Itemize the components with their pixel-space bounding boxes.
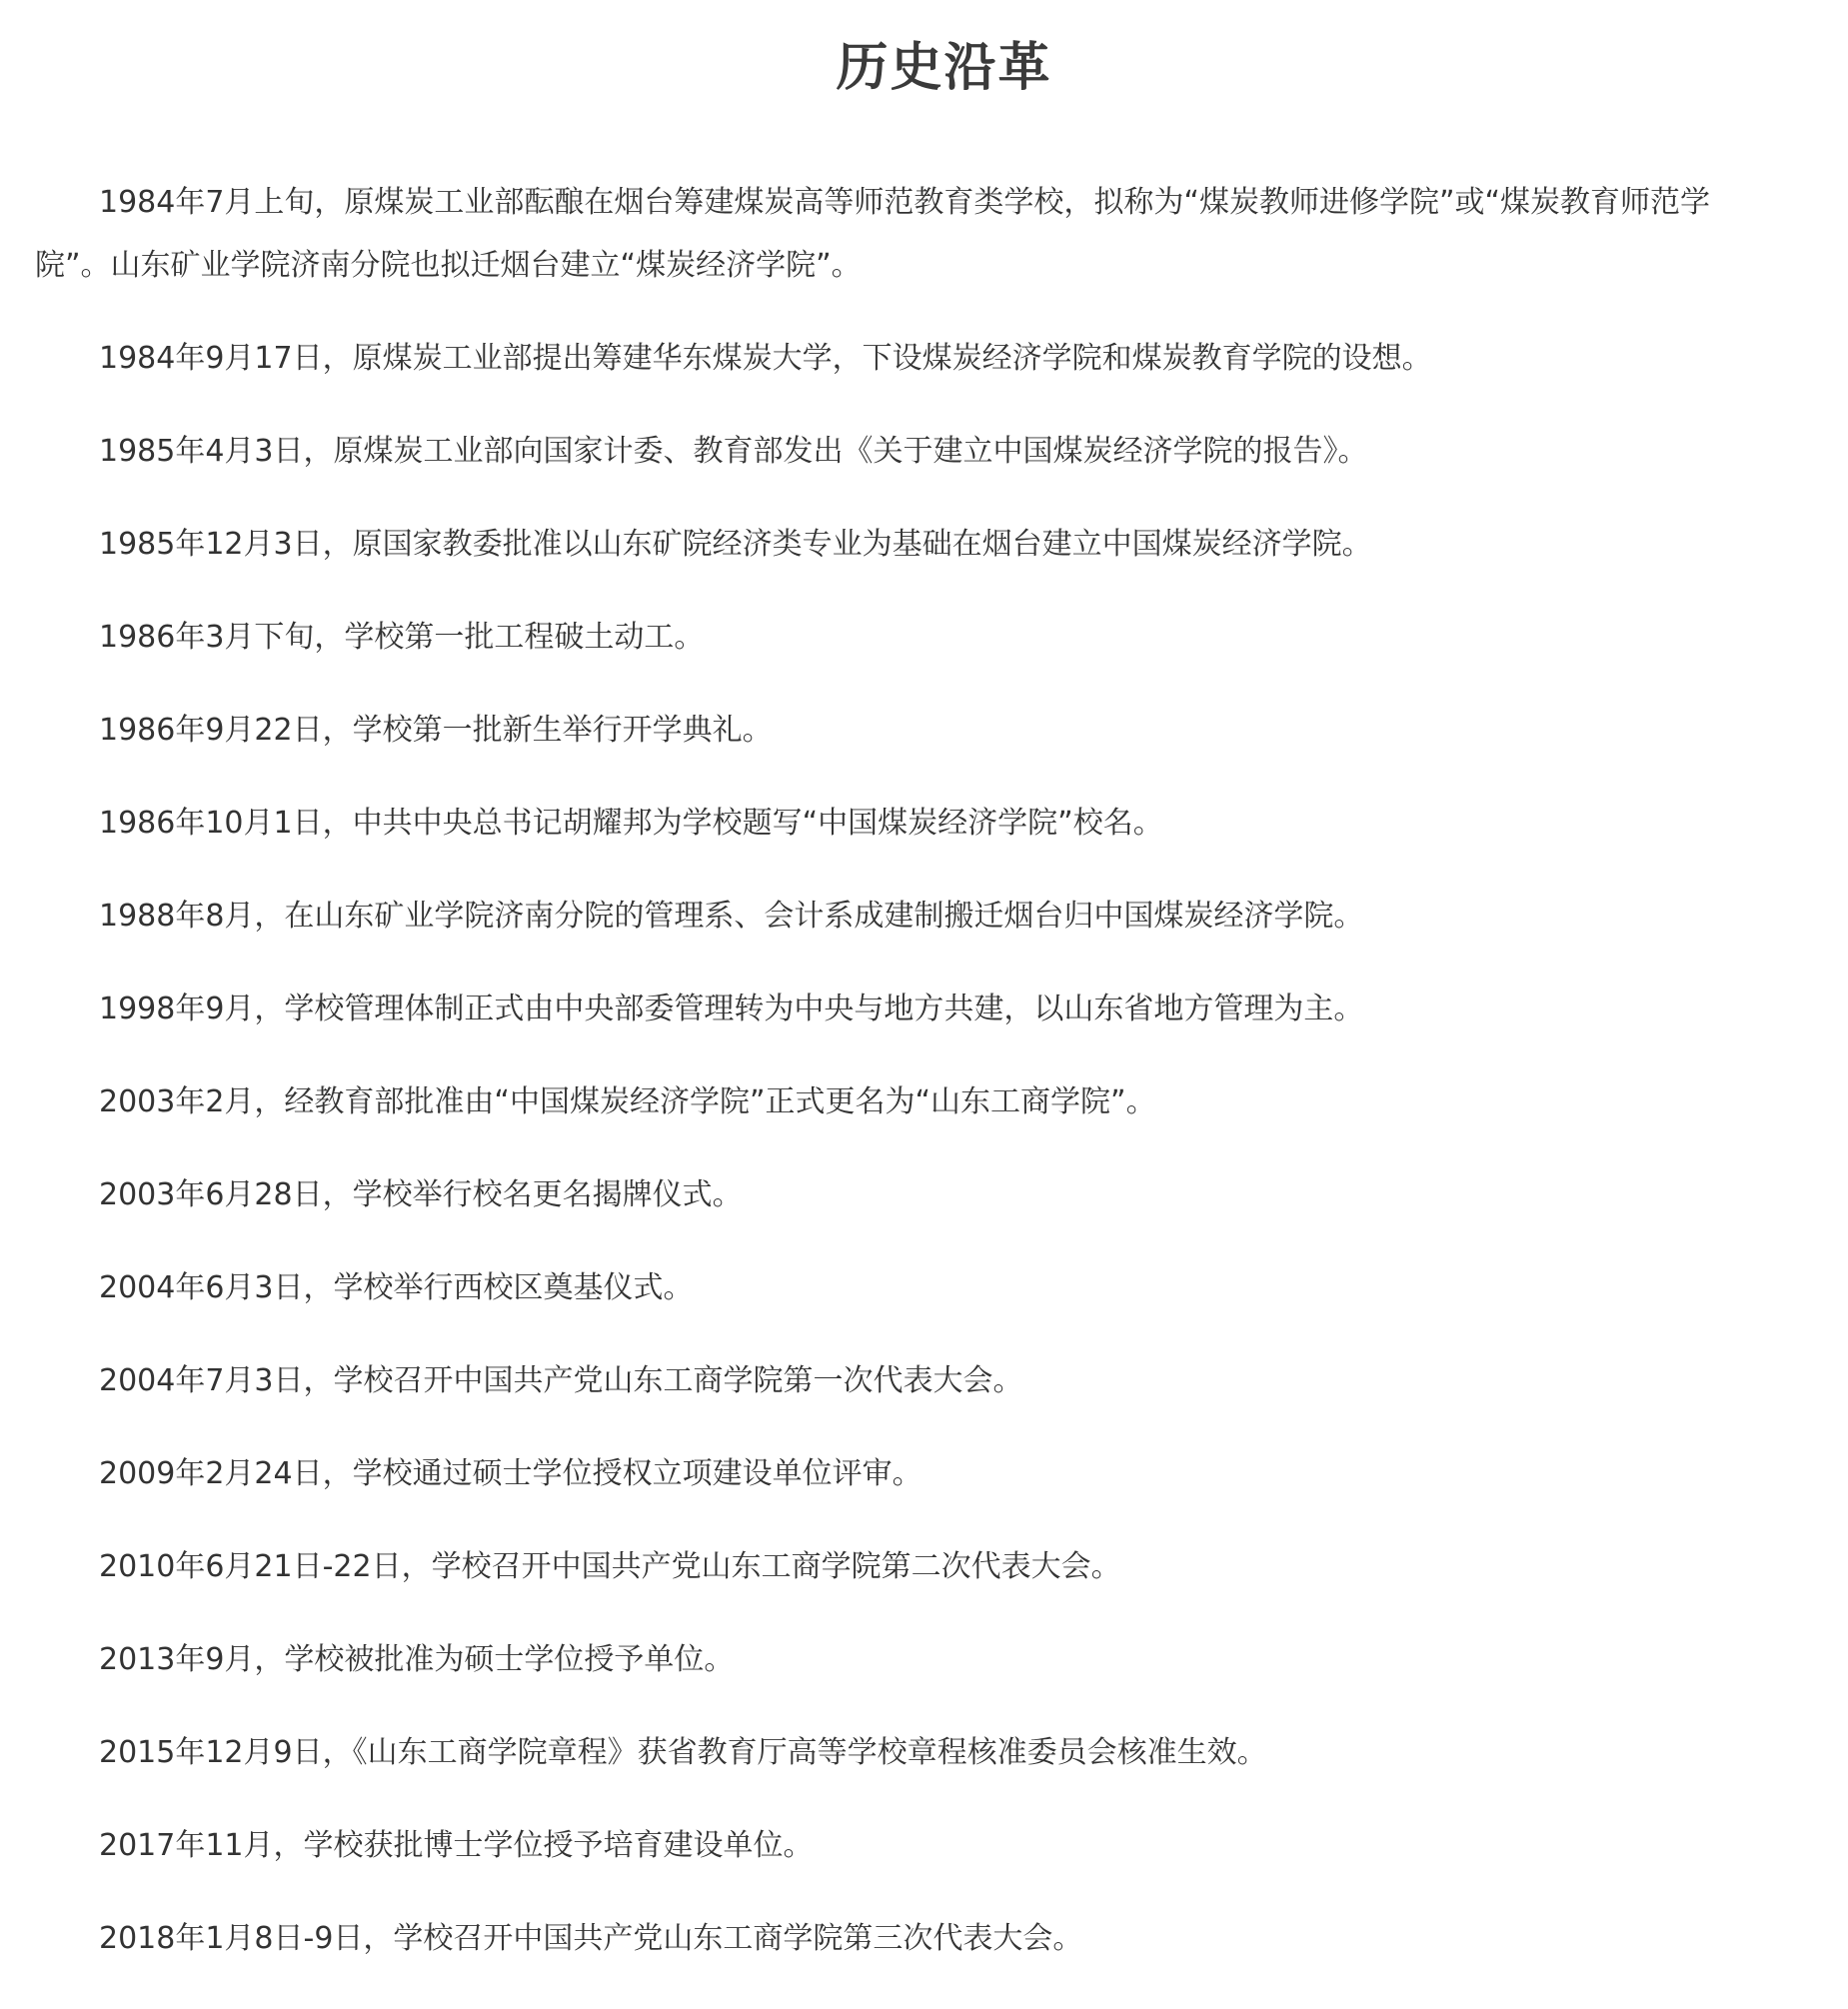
timeline-entry: 2004年6月3日，学校举行西校区奠基仪式。 <box>99 1270 694 1305</box>
page-title: 历史沿革 <box>836 38 1052 98</box>
timeline-entry: 2003年6月28日，学校举行校名更名揭牌仪式。 <box>99 1177 743 1212</box>
timeline-entry: 1986年9月22日，学校第一批新生举行开学典礼。 <box>99 713 773 748</box>
timeline-entry: 1984年7月上旬，原煤炭工业部酝酿在烟台筹建煤炭高等师范教育类学校，拟称为“煤炭教师进修学院”或“煤炭教育师范学院”。山东矿业学院济南分院也拟迁烟台建立“煤炭经济学院”。 <box>35 185 1711 283</box>
timeline-entry: 1986年10月1日，中共中央总书记胡耀邦为学校题写“中国煤炭经济学院”校名。 <box>99 806 1163 841</box>
history-timeline <box>35 171 1724 1970</box>
timeline-entry: 2013年9月，学校被批准为硕士学位授予单位。 <box>99 1642 735 1677</box>
timeline-entry: 2018年1月8日-9日，学校召开中国共产党山东工商学院第三次代表大会。 <box>99 1921 1083 1956</box>
timeline-entry: 2017年11月，学校获批博士学位授予培育建设单位。 <box>99 1828 814 1863</box>
timeline-entry: 2015年12月9日，《山东工商学院章程》获省教育厅高等学校章程核准委员会核准生效。 <box>99 1735 1267 1770</box>
timeline-entry: 2009年2月24日，学校通过硕士学位授权立项建设单位评审。 <box>99 1456 923 1491</box>
timeline-entry: 1998年9月，学校管理体制正式由中央部委管理转为中央与地方共建，以山东省地方管理为主。 <box>99 992 1364 1026</box>
timeline-entry: 1984年9月17日，原煤炭工业部提出筹建华东煤炭大学，下设煤炭经济学院和煤炭教育学院的设想。 <box>99 341 1432 376</box>
timeline-entry: 2004年7月3日，学校召开中国共产党山东工商学院第一次代表大会。 <box>99 1363 1023 1398</box>
timeline-entry: 1986年3月下旬，学校第一批工程破土动工。 <box>99 620 705 655</box>
timeline-entry: 2003年2月，经教育部批准由“中国煤炭经济学院”正式更名为“山东工商学院”。 <box>99 1084 1156 1119</box>
timeline-entry: 2010年6月21日-22日，学校召开中国共产党山东工商学院第二次代表大会。 <box>99 1549 1121 1584</box>
timeline-entry: 1985年12月3日，原国家教委批准以山东矿院经济类专业为基础在烟台建立中国煤炭经济学院。 <box>99 527 1372 562</box>
timeline-entry: 1985年4月3日，原煤炭工业部向国家计委、教育部发出《关于建立中国煤炭经济学院的报告》。 <box>99 434 1368 469</box>
timeline-entry: 1988年8月，在山东矿业学院济南分院的管理系、会计系成建制搬迁烟台归中国煤炭经济学院。 <box>99 899 1364 934</box>
